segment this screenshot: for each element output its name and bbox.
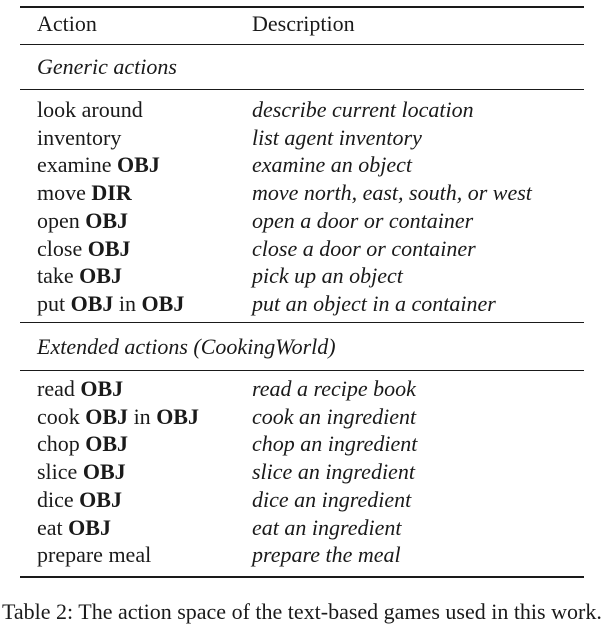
action-cell xyxy=(37,403,199,431)
description-cell: open a door or container xyxy=(252,207,474,233)
description-cell: dice an ingredient xyxy=(252,486,412,512)
header-action: Action xyxy=(37,11,97,36)
section-title: Extended actions (CookingWorld) xyxy=(37,334,336,359)
table-row xyxy=(0,179,604,207)
table-caption: Table 2: The action space of the text-based games used in this work. xyxy=(2,599,602,624)
action-cell xyxy=(37,514,111,542)
action-argument: OBJ xyxy=(87,235,131,261)
action-argument: OBJ xyxy=(85,403,129,429)
action-cell xyxy=(37,235,131,263)
header-rule xyxy=(20,44,584,45)
section-title-extended xyxy=(0,333,604,361)
description-cell: eat an ingredient xyxy=(252,514,402,540)
action-argument: OBJ xyxy=(80,376,124,401)
action-cell xyxy=(37,375,123,403)
description-cell: put an object in a container xyxy=(252,290,496,316)
section-rule-extended xyxy=(20,370,584,371)
action-argument: OBJ xyxy=(82,459,126,485)
table-row xyxy=(0,430,604,458)
action-verb: cook xyxy=(37,403,86,429)
table-row xyxy=(0,235,604,263)
action-argument: OBJ xyxy=(117,152,160,178)
action-verb: move xyxy=(37,180,92,206)
top-rule xyxy=(20,6,584,8)
action-argument: OBJ xyxy=(79,486,122,512)
description-cell: move north, east, south, or west xyxy=(252,180,532,206)
action-verb: take xyxy=(37,263,80,289)
action-argument: OBJ xyxy=(85,431,129,457)
description-cell: cook an ingredient xyxy=(252,403,417,429)
action-verb: close xyxy=(37,235,88,261)
action-verb: prepare meal xyxy=(37,542,152,568)
action-cell xyxy=(37,541,151,569)
description-cell: describe current location xyxy=(252,97,474,122)
action-cell xyxy=(37,207,128,235)
header-description: Description xyxy=(252,11,355,36)
table-row xyxy=(0,290,604,318)
description-cell: prepare the meal xyxy=(252,542,401,568)
action-cell xyxy=(37,262,122,290)
table-row xyxy=(0,207,604,235)
action-cell xyxy=(37,430,128,458)
table-row xyxy=(0,403,604,431)
action-verb: put xyxy=(37,290,71,316)
bottom-rule xyxy=(20,576,584,578)
table-row xyxy=(0,375,604,403)
action-cell xyxy=(37,290,184,318)
table-row xyxy=(0,458,604,486)
action-verb: in xyxy=(128,403,157,429)
action-cell xyxy=(37,458,126,486)
section-divider-rule xyxy=(20,322,584,323)
description-cell: slice an ingredient xyxy=(252,459,415,485)
action-verb: open xyxy=(37,207,86,233)
table-row xyxy=(0,486,604,514)
action-argument: OBJ xyxy=(68,514,111,540)
action-verb: read xyxy=(37,376,81,401)
table-row xyxy=(0,262,604,290)
description-cell: list agent inventory xyxy=(252,124,422,150)
table-row xyxy=(0,96,604,124)
action-cell xyxy=(37,151,160,179)
action-argument: OBJ xyxy=(85,207,129,233)
table-row xyxy=(0,541,604,569)
action-verb: look around xyxy=(37,97,143,122)
action-verb: chop xyxy=(37,431,86,457)
table-row xyxy=(0,151,604,179)
action-argument: OBJ xyxy=(141,290,185,316)
action-argument: OBJ xyxy=(79,263,122,289)
table-row xyxy=(0,124,604,152)
section-title-generic xyxy=(0,53,604,81)
action-verb: examine xyxy=(37,152,118,178)
action-cell xyxy=(37,124,121,152)
action-verb: slice xyxy=(37,459,83,485)
table-header-row xyxy=(0,10,604,38)
description-cell: chop an ingredient xyxy=(252,431,418,457)
action-argument: DIR xyxy=(91,180,132,206)
description-cell: examine an object xyxy=(252,152,413,178)
action-verb: inventory xyxy=(37,124,122,150)
action-verb: eat xyxy=(37,514,69,540)
action-verb: in xyxy=(113,290,142,316)
action-verb: dice xyxy=(37,486,80,512)
description-cell: read a recipe book xyxy=(252,376,416,401)
section-rule-generic xyxy=(20,89,584,90)
action-argument: OBJ xyxy=(70,290,114,316)
action-cell xyxy=(37,179,132,207)
description-cell: close a door or container xyxy=(252,235,476,261)
description-cell: pick up an object xyxy=(252,263,403,289)
section-title: Generic actions xyxy=(37,54,177,79)
table-row xyxy=(0,514,604,542)
action-cell xyxy=(37,96,143,124)
action-cell xyxy=(37,486,122,514)
action-argument: OBJ xyxy=(156,403,199,429)
